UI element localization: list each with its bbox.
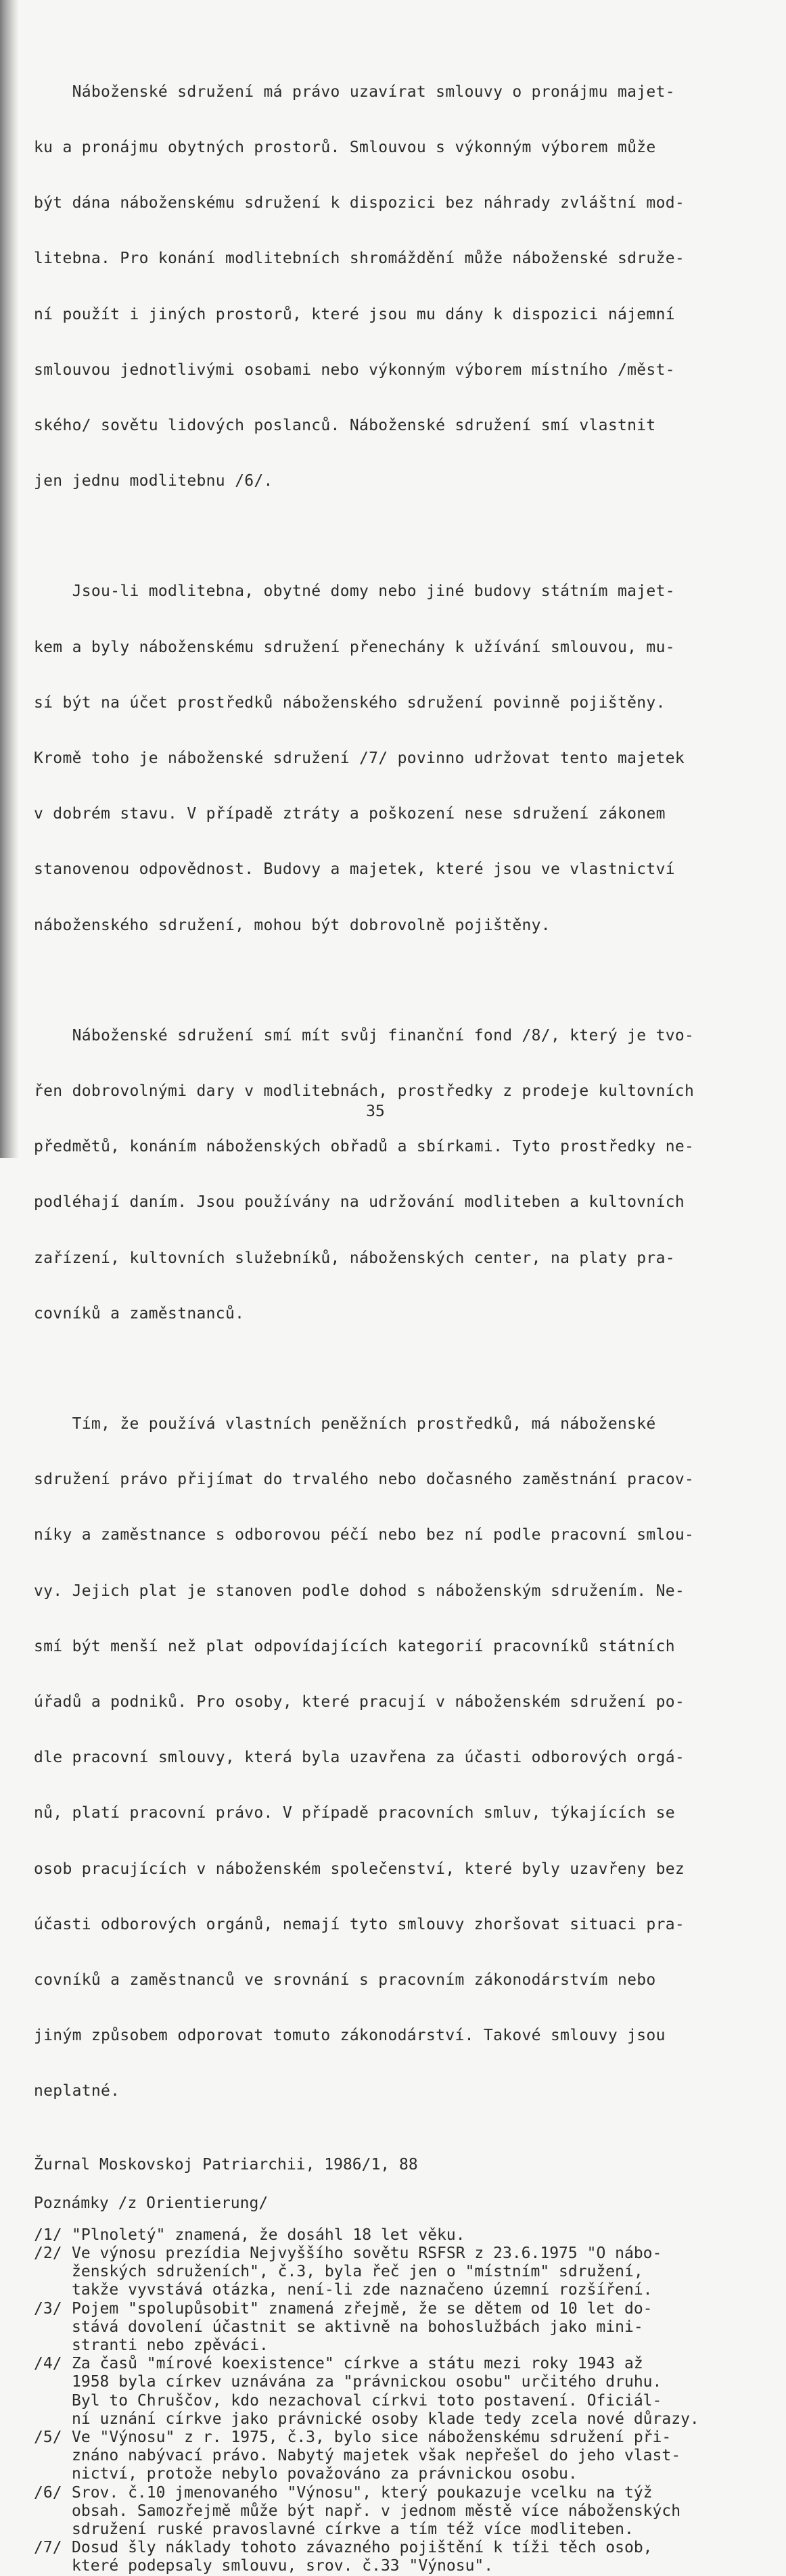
text-line: nictví, protože nebylo považováno za právnickou osobu. bbox=[72, 2465, 578, 2483]
note-3 bbox=[34, 2300, 764, 2355]
paragraph-2 bbox=[34, 546, 764, 972]
text-line: smlouvou jednotlivými osobami nebo výkonným výborem místního /měst- bbox=[34, 361, 675, 379]
note-body bbox=[72, 2226, 764, 2245]
paragraph-4 bbox=[34, 1378, 764, 2138]
text-line: obsah. Samozřejmě může být např. v jednom městě více náboženských bbox=[72, 2502, 681, 2520]
note-number: /5/ bbox=[34, 2428, 62, 2446]
text-line: náboženského sdružení, mohou být dobrovolně pojištěny. bbox=[34, 916, 551, 934]
text-line: řen dobrovolnými dary v modlitebnách, prostředky z prodeje kultovních bbox=[34, 1082, 695, 1100]
note-body bbox=[72, 2539, 764, 2575]
text-line: Tím, že používá vlastních peněžních prostředků, má náboženské bbox=[34, 1414, 656, 1433]
text-line: ku a pronájmu obytných prostorů. Smlouvou s výkonným výborem může bbox=[34, 139, 656, 157]
text-line: Náboženské sdružení smí mít svůj finanční fond /8/, který je tvo- bbox=[34, 1026, 695, 1044]
text-line: jen jednu modlitebnu /6/. bbox=[34, 472, 273, 490]
text-line: Dosud šly náklady tohoto závazného pojištění k tíži těch osob, bbox=[72, 2539, 653, 2557]
text-line: níky a zaměstnance s odborovou péčí nebo bez ní podle pracovní smlou- bbox=[34, 1526, 695, 1544]
text-line: účasti odborových orgánů, nemají tyto smlouvy zhoršovat situaci pra- bbox=[34, 1915, 685, 1933]
text-line: Náboženské sdružení má právo uzavírat smlouvy o pronájmu majet- bbox=[34, 83, 675, 101]
note-number: /3/ bbox=[34, 2299, 62, 2318]
text-line: v dobrém stavu. V případě ztráty a poškození nese sdružení zákonem bbox=[34, 805, 666, 823]
text-line: Kromě toho je náboženské sdružení /7/ povinno udržovat tento majetek bbox=[34, 750, 685, 768]
note-number: /2/ bbox=[34, 2244, 62, 2262]
text-line: jiným způsobem odporovat tomuto zákonodárství. Takové smlouvy jsou bbox=[34, 2027, 666, 2045]
text-line: Srov. č.10 jmenovaného "Výnosu", který poukazuje vcelku na týž bbox=[72, 2483, 653, 2502]
text-line: kem a byly náboženskému sdružení přenechány k užívání smlouvou, mu- bbox=[34, 638, 675, 656]
text-line: Jsou-li modlitebna, obytné domy nebo jiné budovy státním majet- bbox=[34, 582, 675, 601]
text-line: podléhají daním. Jsou používány na udržování modliteben a kultovních bbox=[34, 1193, 685, 1212]
text-line: litebna. Pro konání modlitebních shromáždění může náboženské sdruže- bbox=[34, 250, 685, 268]
note-body bbox=[72, 2484, 764, 2539]
text-line: nů, platí pracovní právo. V případě pracovních smluv, týkajících se bbox=[34, 1804, 675, 1822]
note-2 bbox=[34, 2245, 764, 2300]
note-body bbox=[72, 2355, 764, 2429]
note-4 bbox=[34, 2355, 764, 2429]
text-line: neplatné. bbox=[34, 2082, 120, 2100]
text-line: takže vyvstává otázka, není-li zde naznačeno územní rozšíření. bbox=[72, 2281, 653, 2299]
page-number: 35 bbox=[366, 1103, 385, 1120]
text-line: předmětů, konáním náboženských obřadů a sbírkami. Tyto prostředky ne- bbox=[34, 1138, 695, 1156]
text-line: stanovenou odpovědnost. Budovy a majetek, které jsou ve vlastnictví bbox=[34, 860, 675, 879]
text-line: stává dovolení účastnit se aktivně na bohoslužbách jako mini- bbox=[72, 2318, 643, 2336]
note-1 bbox=[34, 2226, 764, 2245]
text-line: které podepsaly smlouvu, srov. č.33 "Výnosu". bbox=[72, 2557, 494, 2575]
text-line: "Plnoletý" znamená, že dosáhl 18 let věku. bbox=[72, 2226, 465, 2244]
note-number: /4/ bbox=[34, 2355, 62, 2373]
notes-heading: Poznámky /z Orientierung/ bbox=[34, 2194, 269, 2212]
text-line: úřadů a podniků. Pro osoby, které pracují v náboženském sdružení po- bbox=[34, 1693, 685, 1711]
text-line: Pojem "spolupůsobit" znamená zřejmě, že se dětem od 10 let do- bbox=[72, 2299, 653, 2318]
paragraph-3 bbox=[34, 990, 764, 1360]
text-line: vy. Jejich plat je stanoven podle dohod s náboženským sdružením. Ne- bbox=[34, 1582, 685, 1600]
note-body bbox=[72, 2245, 764, 2300]
notes-list bbox=[34, 2226, 764, 2576]
note-number: /6/ bbox=[34, 2483, 62, 2502]
text-line: dle pracovní smlouvy, která byla uzavřena za účasti odborových orgá- bbox=[34, 1749, 685, 1767]
note-7 bbox=[34, 2539, 764, 2575]
note-body bbox=[72, 2429, 764, 2484]
note-6 bbox=[34, 2484, 764, 2539]
note-5 bbox=[34, 2429, 764, 2484]
text-line: Za časů "mírové koexistence" církve a státu mezi roky 1943 až bbox=[72, 2355, 643, 2373]
text-line: ní uznání církve jako právnické osoby klade tedy zcela nové důrazy. bbox=[72, 2410, 699, 2428]
paragraph-1 bbox=[34, 46, 764, 528]
document-page bbox=[34, 46, 764, 2576]
text-line: 1958 byla církev uznávána za "právnickou osobu" určitého druhu. bbox=[72, 2373, 662, 2391]
text-line: zařízení, kultovních služebníků, náboženských center, na platy pra- bbox=[34, 1249, 675, 1267]
text-line: covníků a zaměstnanců. bbox=[34, 1304, 245, 1322]
text-line: být dána náboženskému sdružení k dispozici bez náhrady zvláštní mod- bbox=[34, 194, 685, 212]
text-line: Ve výnosu prezídia Nejvyššího sovětu RSFSR z 23.6.1975 "O nábo- bbox=[72, 2244, 662, 2262]
note-number: /1/ bbox=[34, 2226, 62, 2244]
text-line: Ve "Výnosu" z r. 1975, č.3, bylo sice náboženskému sdružení při- bbox=[72, 2428, 672, 2446]
text-line: ského/ sovětu lidových poslanců. Náboženské sdružení smí vlastnit bbox=[34, 417, 656, 435]
text-line: Byl to Chruščov, kdo nezachoval církvi toto postavení. Oficiál- bbox=[72, 2391, 662, 2410]
note-body bbox=[72, 2300, 764, 2355]
text-line: sí být na účet prostředků náboženského sdružení povinně pojištěny. bbox=[34, 693, 666, 712]
page-binding-shadow bbox=[0, 0, 19, 1158]
source-citation: Žurnal Moskovskoj Patriarchii, 1986/1, 88 bbox=[34, 2155, 418, 2174]
text-line: stranti nebo zpěváci. bbox=[72, 2336, 269, 2354]
text-line: ženských sdruženích", č.3, byla řeč jen o "místním" sdružení, bbox=[72, 2263, 643, 2281]
text-line: ní použít i jiných prostorů, které jsou mu dány k dispozici nájemní bbox=[34, 305, 675, 323]
note-number: /7/ bbox=[34, 2539, 62, 2557]
text-line: covníků a zaměstnanců ve srovnání s pracovním zákonodárstvím nebo bbox=[34, 1971, 656, 1990]
text-line: sdružení ruské pravoslavné církve a tím též více modliteben. bbox=[72, 2520, 634, 2538]
text-line: sdružení právo přijímat do trvalého nebo dočasného zaměstnání pracov- bbox=[34, 1471, 695, 1489]
text-line: smí být menší než plat odpovídajících kategorií pracovníků státních bbox=[34, 1637, 675, 1655]
text-line: znáno nabývací právo. Nabytý majetek však nepřešel do jeho vlast- bbox=[72, 2447, 681, 2465]
text-line: osob pracujících v náboženském společenství, které byly uzavřeny bez bbox=[34, 1860, 685, 1878]
